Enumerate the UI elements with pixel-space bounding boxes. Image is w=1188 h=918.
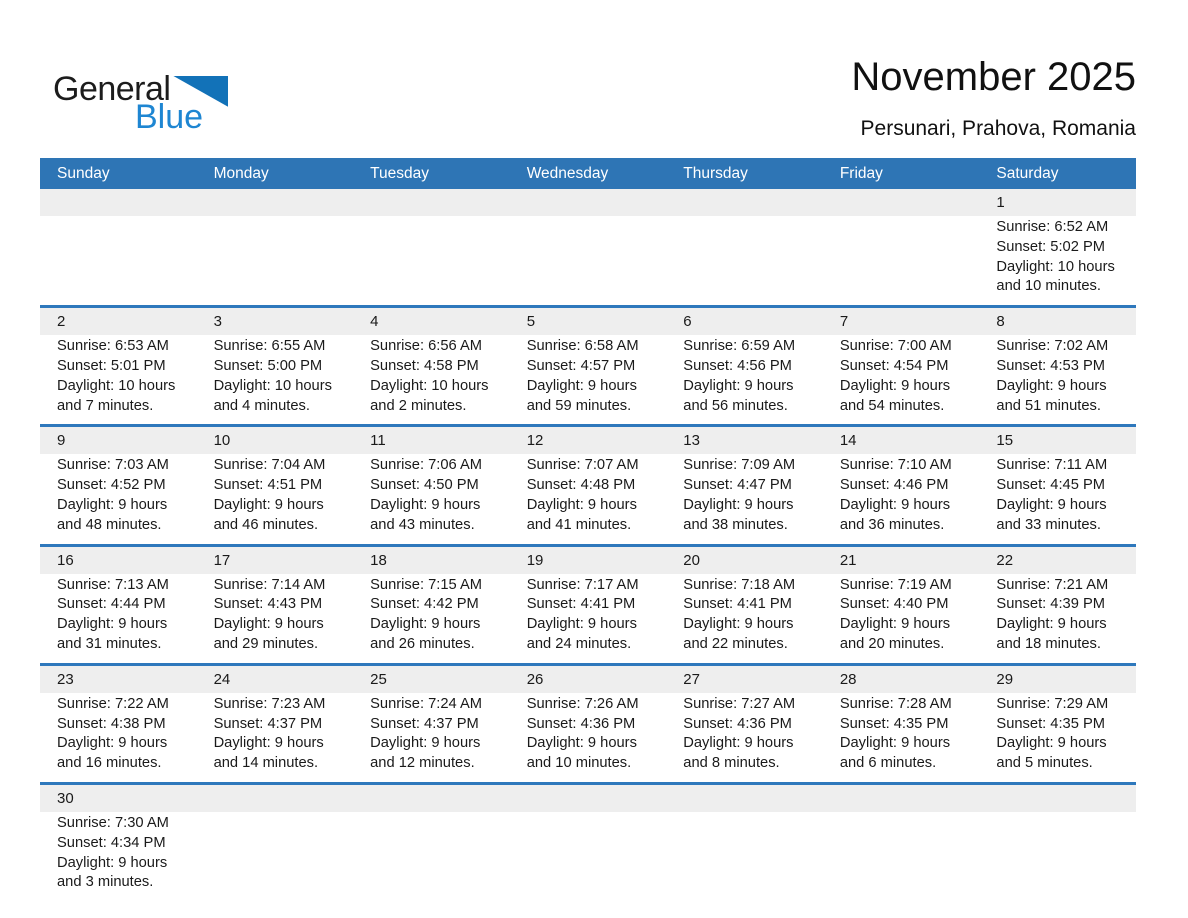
sunrise-text: Sunrise: 7:22 AM [57,695,169,712]
day-number: 22 [996,551,1014,569]
week-row [40,544,1136,663]
sunset-text: Sunset: 4:37 PM [213,715,323,732]
sunset-text: Sunset: 4:41 PM [683,596,792,613]
sunset-text: Sunset: 4:56 PM [683,357,792,374]
sunset-text: Sunset: 4:47 PM [683,477,792,494]
day-cell [353,574,510,663]
daylight-text-cont: and 31 minutes. [57,635,162,652]
day-number: 25 [370,670,387,688]
day-number: 4 [370,313,379,331]
empty-day-cell [823,216,980,305]
weekday-header-row [40,158,1136,189]
day-number: 10 [213,432,231,450]
day-number: 5 [526,313,536,331]
day-cell [510,335,667,424]
sunrise-text: Sunrise: 7:13 AM [57,576,169,593]
sunset-text: Sunset: 4:41 PM [526,596,636,613]
logo-text-blue: Blue [135,97,204,136]
day-cell [666,454,823,543]
sunrise-text: Sunrise: 7:03 AM [57,457,169,474]
sunrise-text: Sunrise: 7:15 AM [370,576,482,593]
daylight-text-cont: and 10 minutes. [996,278,1101,295]
sunrise-text: Sunrise: 7:00 AM [839,338,952,355]
daylight-text: Daylight: 9 hours [683,377,794,394]
day-cell [40,693,197,782]
daylight-text-cont: and 41 minutes. [526,516,632,533]
day-number-band [40,189,1136,216]
sunrise-text: Sunrise: 7:18 AM [683,576,796,593]
daylight-text: Daylight: 9 hours [839,616,951,633]
day-cell [666,335,823,424]
day-cell [197,335,354,424]
daylight-text: Daylight: 9 hours [370,616,481,633]
day-number: 28 [839,670,857,688]
week-row [40,663,1136,782]
day-number: 13 [683,432,700,450]
daylight-text-cont: and 3 minutes. [57,874,154,891]
daylight-text-cont: and 20 minutes. [839,635,945,652]
week-content [40,574,1136,663]
day-number: 11 [370,432,386,450]
daylight-text-cont: and 7 minutes. [57,397,154,414]
day-cell [197,574,354,663]
day-number: 14 [839,432,857,450]
week-row [40,305,1136,424]
daylight-text-cont: and 59 minutes. [526,397,632,414]
sunrise-text: Sunrise: 7:17 AM [526,576,639,593]
weekday-header-saturday: Saturday [996,164,1059,182]
empty-day-cell [510,812,667,901]
day-number: 29 [996,670,1014,688]
day-cell [666,574,823,663]
sunset-text: Sunset: 4:46 PM [839,477,949,494]
sunset-text: Sunset: 4:42 PM [370,596,479,613]
sunrise-text: Sunrise: 7:02 AM [996,338,1109,355]
weeks-container [40,189,1136,901]
sunrise-text: Sunrise: 7:14 AM [213,576,326,593]
sunset-text: Sunset: 4:35 PM [839,715,949,732]
empty-day-cell [979,812,1136,901]
day-number: 16 [57,551,74,569]
sunset-text: Sunset: 4:45 PM [996,477,1106,494]
daylight-text: Daylight: 9 hours [996,377,1107,394]
week-content [40,693,1136,782]
daylight-text-cont: and 26 minutes. [370,635,475,652]
day-number: 24 [213,670,231,688]
daylight-text-cont: and 38 minutes. [683,516,788,533]
daylight-text-cont: and 56 minutes. [683,397,788,414]
day-number: 18 [370,551,387,569]
daylight-text: Daylight: 9 hours [526,377,637,394]
day-cell [353,335,510,424]
daylight-text: Daylight: 9 hours [57,854,168,871]
sunrise-text: Sunrise: 7:19 AM [839,576,952,593]
daylight-text-cont: and 22 minutes. [683,635,788,652]
sunrise-text: Sunrise: 6:55 AM [213,338,326,355]
daylight-text-cont: and 4 minutes. [213,397,310,414]
sunrise-text: Sunrise: 7:09 AM [683,457,796,474]
daylight-text: Daylight: 9 hours [57,616,168,633]
day-number: 21 [839,551,857,569]
daylight-text-cont: and 51 minutes. [996,397,1101,414]
daylight-text: Daylight: 9 hours [996,496,1107,513]
day-cell [197,693,354,782]
day-cell [823,335,980,424]
logo-text-general: General [53,70,171,108]
week-content [40,335,1136,424]
sunrise-text: Sunrise: 7:27 AM [683,695,796,712]
sunset-text: Sunset: 4:36 PM [683,715,792,732]
daylight-text-cont: and 2 minutes. [370,397,467,414]
day-cell [823,454,980,543]
daylight-text: Daylight: 9 hours [839,735,951,752]
empty-day-cell [197,216,354,305]
daylight-text-cont: and 36 minutes. [839,516,945,533]
daylight-text: Daylight: 9 hours [683,616,794,633]
day-number: 6 [683,313,692,331]
day-number-band [40,785,1136,812]
daylight-text-cont: and 6 minutes. [839,755,937,772]
sunrise-text: Sunrise: 7:11 AM [996,457,1108,474]
day-number: 1 [996,194,1005,211]
day-cell [197,454,354,543]
sunset-text: Sunset: 4:48 PM [526,477,636,494]
week-row [40,189,1136,305]
weekday-header-tuesday: Tuesday [370,164,430,182]
week-content [40,216,1136,305]
daylight-text: Daylight: 9 hours [839,496,951,513]
sunset-text: Sunset: 4:51 PM [213,477,323,494]
sunset-text: Sunset: 4:52 PM [57,477,166,494]
sunrise-text: Sunrise: 7:10 AM [839,457,952,474]
daylight-text: Daylight: 9 hours [213,735,324,752]
day-number: 23 [57,670,74,688]
sunrise-text: Sunrise: 7:07 AM [526,457,639,474]
day-cell [353,454,510,543]
daylight-text-cont: and 43 minutes. [370,516,475,533]
day-cell [979,335,1136,424]
day-number: 30 [57,789,74,807]
day-cell [979,216,1136,305]
daylight-text: Daylight: 9 hours [213,496,324,513]
day-number: 20 [683,551,700,569]
general-blue-logo [53,72,228,134]
daylight-text: Daylight: 9 hours [370,496,481,513]
daylight-text-cont: and 8 minutes. [683,755,780,772]
daylight-text: Daylight: 10 hours [213,377,332,394]
daylight-text: Daylight: 9 hours [57,735,168,752]
day-cell [979,693,1136,782]
day-number: 19 [526,551,544,569]
sunrise-text: Sunrise: 7:04 AM [213,457,326,474]
sunset-text: Sunset: 4:44 PM [57,596,166,613]
day-cell [40,812,197,901]
day-number: 17 [213,551,231,569]
daylight-text: Daylight: 9 hours [683,496,794,513]
week-content [40,812,1136,901]
empty-day-cell [666,812,823,901]
daylight-text: Daylight: 9 hours [683,735,794,752]
day-cell [40,335,197,424]
sunset-text: Sunset: 4:53 PM [996,357,1106,374]
day-number: 2 [57,313,66,331]
weekday-header-wednesday: Wednesday [526,164,609,182]
empty-day-cell [666,216,823,305]
sunrise-text: Sunrise: 6:53 AM [57,338,169,355]
daylight-text: Daylight: 9 hours [526,616,637,633]
day-number-band [40,547,1136,574]
day-number: 26 [526,670,544,688]
empty-day-cell [510,216,667,305]
day-cell [40,574,197,663]
daylight-text: Daylight: 9 hours [57,496,168,513]
daylight-text: Daylight: 9 hours [996,616,1107,633]
daylight-text: Daylight: 10 hours [57,377,176,394]
sunrise-text: Sunrise: 6:56 AM [370,338,482,355]
sunset-text: Sunset: 4:35 PM [996,715,1106,732]
daylight-text: Daylight: 9 hours [839,377,951,394]
day-number: 15 [996,432,1014,450]
sunrise-text: Sunrise: 6:58 AM [526,338,639,355]
weekday-header-monday: Monday [213,164,269,182]
sunset-text: Sunset: 4:54 PM [839,357,949,374]
sunrise-text: Sunrise: 7:23 AM [213,695,326,712]
weekday-header-sunday: Sunday [57,164,110,182]
sunset-text: Sunset: 4:36 PM [526,715,636,732]
day-cell [823,693,980,782]
calendar-table [40,158,1136,901]
week-row [40,424,1136,543]
sunrise-text: Sunrise: 7:28 AM [839,695,952,712]
daylight-text-cont: and 29 minutes. [213,635,319,652]
empty-day-cell [823,812,980,901]
sunset-text: Sunset: 4:43 PM [213,596,323,613]
sunrise-text: Sunrise: 6:59 AM [683,338,796,355]
daylight-text-cont: and 14 minutes. [213,755,319,772]
day-cell [510,454,667,543]
empty-day-cell [40,216,197,305]
day-number: 8 [996,313,1005,331]
sunrise-text: Sunrise: 7:24 AM [370,695,482,712]
daylight-text: Daylight: 9 hours [213,616,324,633]
sunset-text: Sunset: 4:38 PM [57,715,166,732]
sunset-text: Sunset: 4:40 PM [839,596,949,613]
sunset-text: Sunset: 4:34 PM [57,834,166,851]
daylight-text: Daylight: 9 hours [526,496,637,513]
sunset-text: Sunset: 4:58 PM [370,357,479,374]
sunrise-text: Sunrise: 7:29 AM [996,695,1109,712]
daylight-text: Daylight: 9 hours [370,735,481,752]
daylight-text-cont: and 18 minutes. [996,635,1101,652]
page-title: November 2025 [851,55,1136,99]
daylight-text-cont: and 48 minutes. [57,516,162,533]
daylight-text: Daylight: 9 hours [996,735,1107,752]
day-cell [979,454,1136,543]
daylight-text-cont: and 33 minutes. [996,516,1101,533]
sunset-text: Sunset: 4:39 PM [996,596,1106,613]
sunset-text: Sunset: 5:00 PM [213,357,323,374]
sunset-text: Sunset: 5:02 PM [996,238,1106,255]
daylight-text-cont: and 10 minutes. [526,755,632,772]
day-cell [979,574,1136,663]
empty-day-cell [197,812,354,901]
day-number-band [40,427,1136,454]
sunrise-text: Sunrise: 7:21 AM [996,576,1109,593]
sunset-text: Sunset: 4:57 PM [526,357,636,374]
weekday-header-thursday: Thursday [683,164,748,182]
sunset-text: Sunset: 5:01 PM [57,357,166,374]
day-cell [823,574,980,663]
daylight-text: Daylight: 10 hours [370,377,489,394]
empty-day-cell [353,216,510,305]
day-number: 12 [526,432,544,450]
day-cell [40,454,197,543]
empty-day-cell [353,812,510,901]
week-row [40,782,1136,901]
day-number: 27 [683,670,700,688]
daylight-text-cont: and 54 minutes. [839,397,945,414]
page-subtitle: Persunari, Prahova, Romania [860,117,1136,140]
sunset-text: Sunset: 4:50 PM [370,477,479,494]
sunrise-text: Sunrise: 7:06 AM [370,457,482,474]
daylight-text-cont: and 12 minutes. [370,755,475,772]
day-number-band [40,308,1136,335]
week-content [40,454,1136,543]
sunset-text: Sunset: 4:37 PM [370,715,479,732]
day-cell [353,693,510,782]
day-cell [510,693,667,782]
day-cell [666,693,823,782]
day-number: 9 [57,432,66,450]
daylight-text-cont: and 5 minutes. [996,755,1093,772]
daylight-text-cont: and 24 minutes. [526,635,632,652]
day-number: 3 [213,313,222,331]
daylight-text-cont: and 16 minutes. [57,755,162,772]
day-number-band [40,666,1136,693]
sunrise-text: Sunrise: 7:30 AM [57,814,169,831]
daylight-text-cont: and 46 minutes. [213,516,319,533]
daylight-text: Daylight: 10 hours [996,258,1115,275]
day-cell [510,574,667,663]
daylight-text: Daylight: 9 hours [526,735,637,752]
sunrise-text: Sunrise: 6:52 AM [996,219,1109,235]
sunrise-text: Sunrise: 7:26 AM [526,695,639,712]
day-number: 7 [839,313,849,331]
weekday-header-friday: Friday [839,164,883,182]
